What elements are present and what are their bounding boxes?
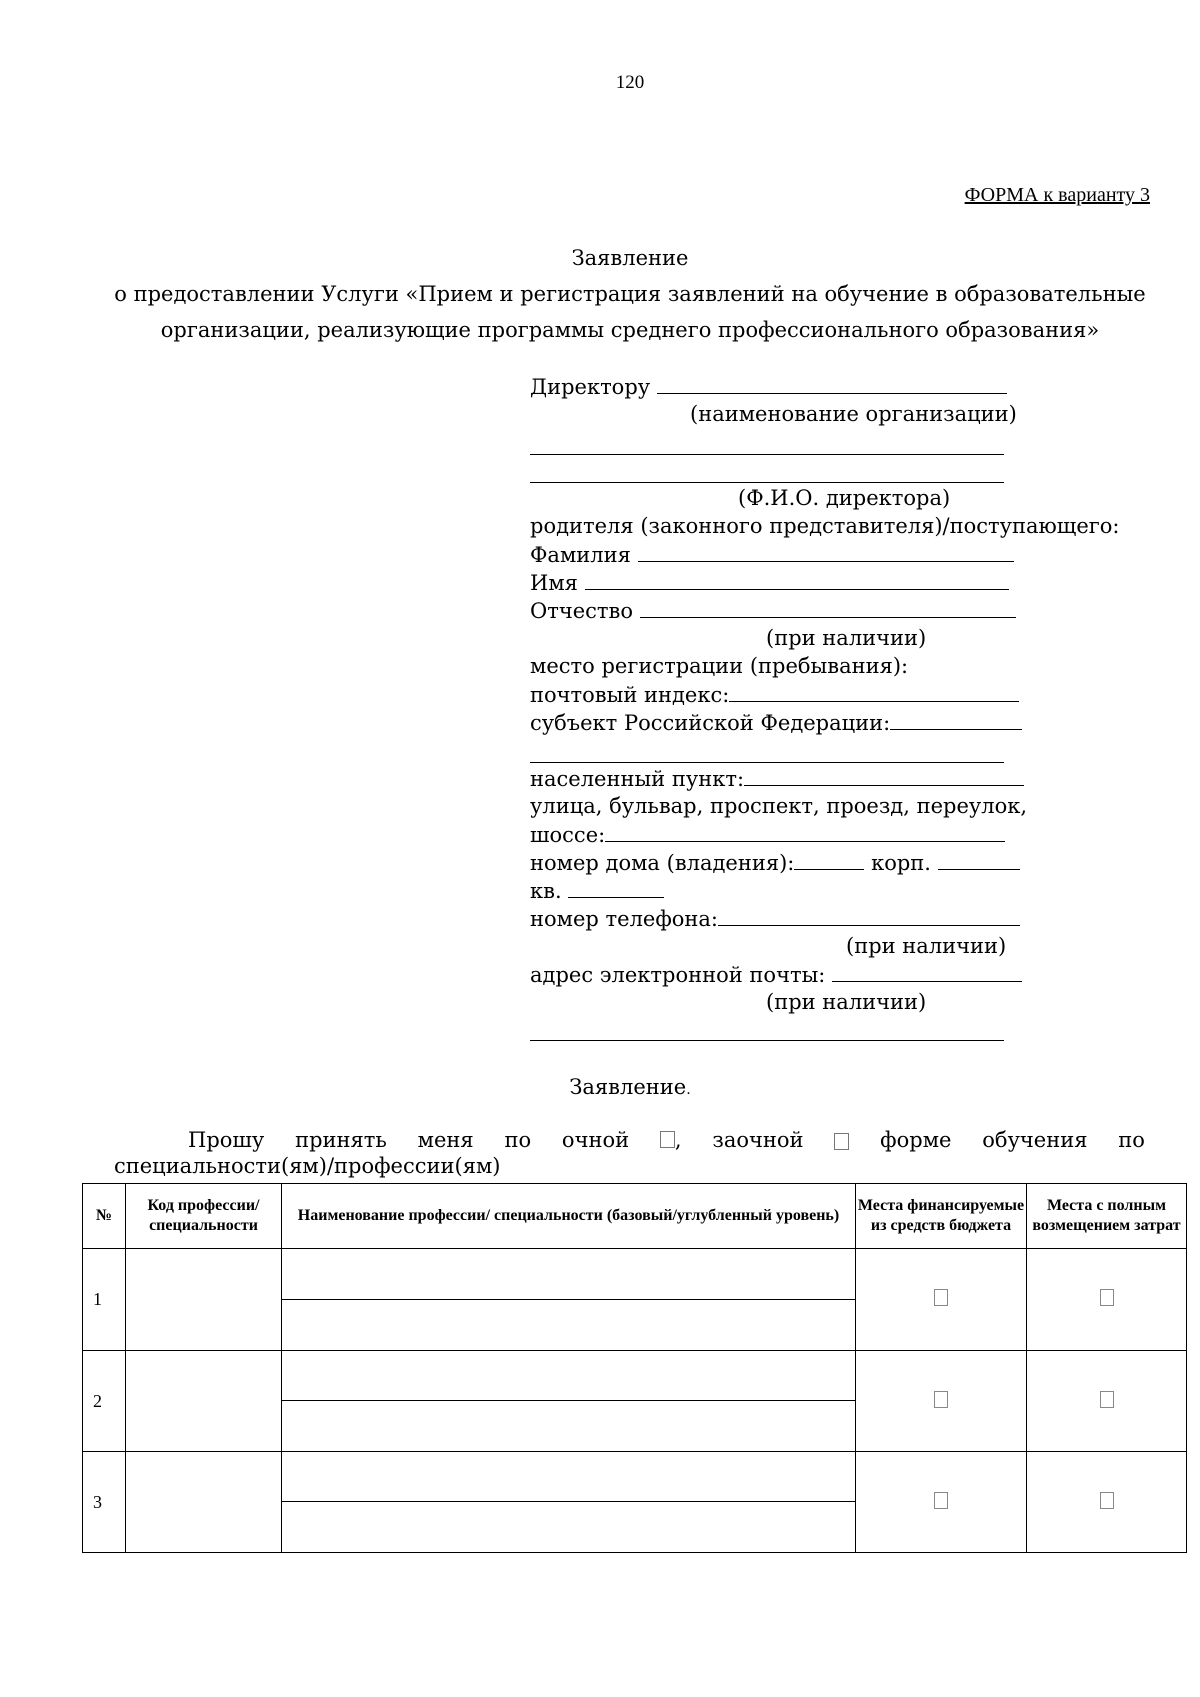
email-hint: (при наличии) xyxy=(766,990,927,1014)
name-field-top[interactable] xyxy=(282,1351,855,1401)
surname-field[interactable] xyxy=(638,542,1014,562)
region-field-2[interactable] xyxy=(530,762,1004,763)
word-2: принять xyxy=(295,1128,387,1152)
phone-hint: (при наличии) xyxy=(846,934,1007,958)
patronymic-label: Отчество xyxy=(530,599,633,623)
locality-field[interactable] xyxy=(744,766,1024,786)
header-code: Код профессии/ специальности xyxy=(126,1184,282,1249)
phone-line xyxy=(530,906,1020,931)
email-field[interactable] xyxy=(832,962,1022,982)
region-line xyxy=(530,710,1022,735)
name-cell xyxy=(282,1249,856,1351)
parent-label: родителя (законного представителя)/поступающего: xyxy=(530,514,1120,538)
postal-label: почтовый индекс: xyxy=(530,683,730,707)
paid-cell xyxy=(1027,1249,1187,1351)
name-field-bottom[interactable] xyxy=(282,1502,855,1552)
statement-title-text: Заявление xyxy=(569,1075,687,1099)
budget-checkbox[interactable] xyxy=(934,1391,948,1408)
document-title: Заявление xyxy=(571,246,689,270)
budget-cell xyxy=(856,1249,1027,1351)
fio-hint: (Ф.И.О. директора) xyxy=(738,486,951,510)
page-number: 120 xyxy=(615,72,645,93)
specialty-table xyxy=(82,1183,1187,1553)
director-fio-field[interactable] xyxy=(530,482,1004,483)
document-subtitle-line-1: о предоставлении Услуги «Прием и регистрация заявлений на обучение в образовательные xyxy=(114,282,1146,306)
name-cell xyxy=(282,1351,856,1452)
table-row xyxy=(83,1351,1187,1452)
patronymic-field[interactable] xyxy=(640,598,1016,618)
name-label: Имя xyxy=(530,571,578,595)
word-1: Прошу xyxy=(188,1128,265,1152)
paid-cell xyxy=(1027,1452,1187,1553)
header-number: № xyxy=(83,1184,126,1249)
org-hint: (наименование организации) xyxy=(690,402,1017,426)
highway-line xyxy=(530,822,1005,847)
name-field-top[interactable] xyxy=(282,1249,855,1300)
house-field[interactable] xyxy=(794,850,864,870)
postal-line xyxy=(530,682,1019,707)
statement-title-dot: . xyxy=(686,1082,691,1098)
document-subtitle-line-2: организации, реализующие программы среднего профессионального образования» xyxy=(160,318,1100,342)
house-label: номер дома (владения): xyxy=(530,851,795,875)
paid-checkbox[interactable] xyxy=(1100,1391,1114,1408)
row-number: 2 xyxy=(83,1351,126,1452)
name-line xyxy=(530,570,1009,595)
statement-body-line-2: специальности(ям)/профессии(ям) xyxy=(114,1154,501,1178)
reg-place-label: место регистрации (пребывания): xyxy=(530,654,909,678)
locality-label: населенный пункт: xyxy=(530,767,745,791)
name-field-bottom[interactable] xyxy=(282,1300,855,1351)
header-paid-places: Места с полным возмещением затрат xyxy=(1027,1184,1187,1249)
statement-title xyxy=(0,1075,1200,1099)
street-field[interactable] xyxy=(605,822,1005,842)
paid-checkbox[interactable] xyxy=(1100,1289,1114,1306)
word-6: заочной xyxy=(712,1128,804,1152)
building-label: корп. xyxy=(871,851,931,875)
word-7: форме xyxy=(880,1128,952,1152)
word-3: меня xyxy=(417,1128,474,1152)
director-label: Директору xyxy=(530,375,651,399)
table-row xyxy=(83,1249,1187,1351)
patronymic-line xyxy=(530,598,1016,623)
form-reference: ФОРМА к варианту 3 xyxy=(964,184,1150,206)
budget-checkbox[interactable] xyxy=(934,1289,948,1306)
table-header-row xyxy=(83,1184,1187,1249)
code-cell[interactable] xyxy=(126,1249,282,1351)
budget-cell xyxy=(856,1351,1027,1452)
word-9: по xyxy=(1118,1128,1145,1152)
code-cell[interactable] xyxy=(126,1351,282,1452)
fulltime-checkbox[interactable] xyxy=(660,1131,675,1148)
surname-line xyxy=(530,542,1014,567)
street-label: улица, бульвар, проспект, проезд, переулок, xyxy=(530,794,1028,818)
header-name: Наименование профессии/ специальности (базовый/углубленный уровень) xyxy=(282,1184,856,1249)
parttime-checkbox[interactable] xyxy=(834,1133,849,1150)
email-line xyxy=(530,962,1022,987)
name-field-top[interactable] xyxy=(282,1452,855,1502)
word-4: по xyxy=(504,1128,532,1152)
highway-label: шоссе: xyxy=(530,823,606,847)
table-row xyxy=(83,1452,1187,1553)
director-line xyxy=(530,374,1007,399)
phone-field[interactable] xyxy=(718,906,1020,926)
apt-line xyxy=(530,878,664,903)
house-line xyxy=(530,850,1020,875)
locality-line xyxy=(530,766,1024,791)
row-number: 3 xyxy=(83,1452,126,1553)
name-field-bottom[interactable] xyxy=(282,1401,855,1451)
header-budget-places: Места финансируемые из средств бюджета xyxy=(856,1184,1027,1249)
region-field[interactable] xyxy=(890,710,1022,730)
word-8: обучения xyxy=(982,1128,1088,1152)
fulltime-option xyxy=(660,1128,682,1152)
name-field[interactable] xyxy=(585,570,1009,590)
apt-label: кв. xyxy=(530,879,562,903)
budget-cell xyxy=(856,1452,1027,1553)
patronymic-hint: (при наличии) xyxy=(766,626,927,650)
code-cell[interactable] xyxy=(126,1452,282,1553)
phone-label: номер телефона: xyxy=(530,907,719,931)
name-cell xyxy=(282,1452,856,1553)
word-5: очной xyxy=(561,1128,630,1152)
director-org-field[interactable] xyxy=(657,374,1007,394)
apt-field[interactable] xyxy=(568,878,664,898)
paid-cell xyxy=(1027,1351,1187,1452)
signature-line[interactable] xyxy=(530,1040,1004,1041)
region-label: субъект Российской Федерации: xyxy=(530,711,891,735)
postal-field[interactable] xyxy=(729,682,1019,702)
paid-checkbox[interactable] xyxy=(1100,1492,1114,1509)
statement-body xyxy=(188,1128,1145,1152)
director-org-field-2[interactable] xyxy=(530,454,1004,455)
budget-checkbox[interactable] xyxy=(934,1492,948,1509)
surname-label: Фамилия xyxy=(530,543,631,567)
email-label: адрес электронной почты: xyxy=(530,963,826,987)
building-field[interactable] xyxy=(938,850,1020,870)
comma: , xyxy=(674,1128,682,1152)
row-number: 1 xyxy=(83,1249,126,1351)
